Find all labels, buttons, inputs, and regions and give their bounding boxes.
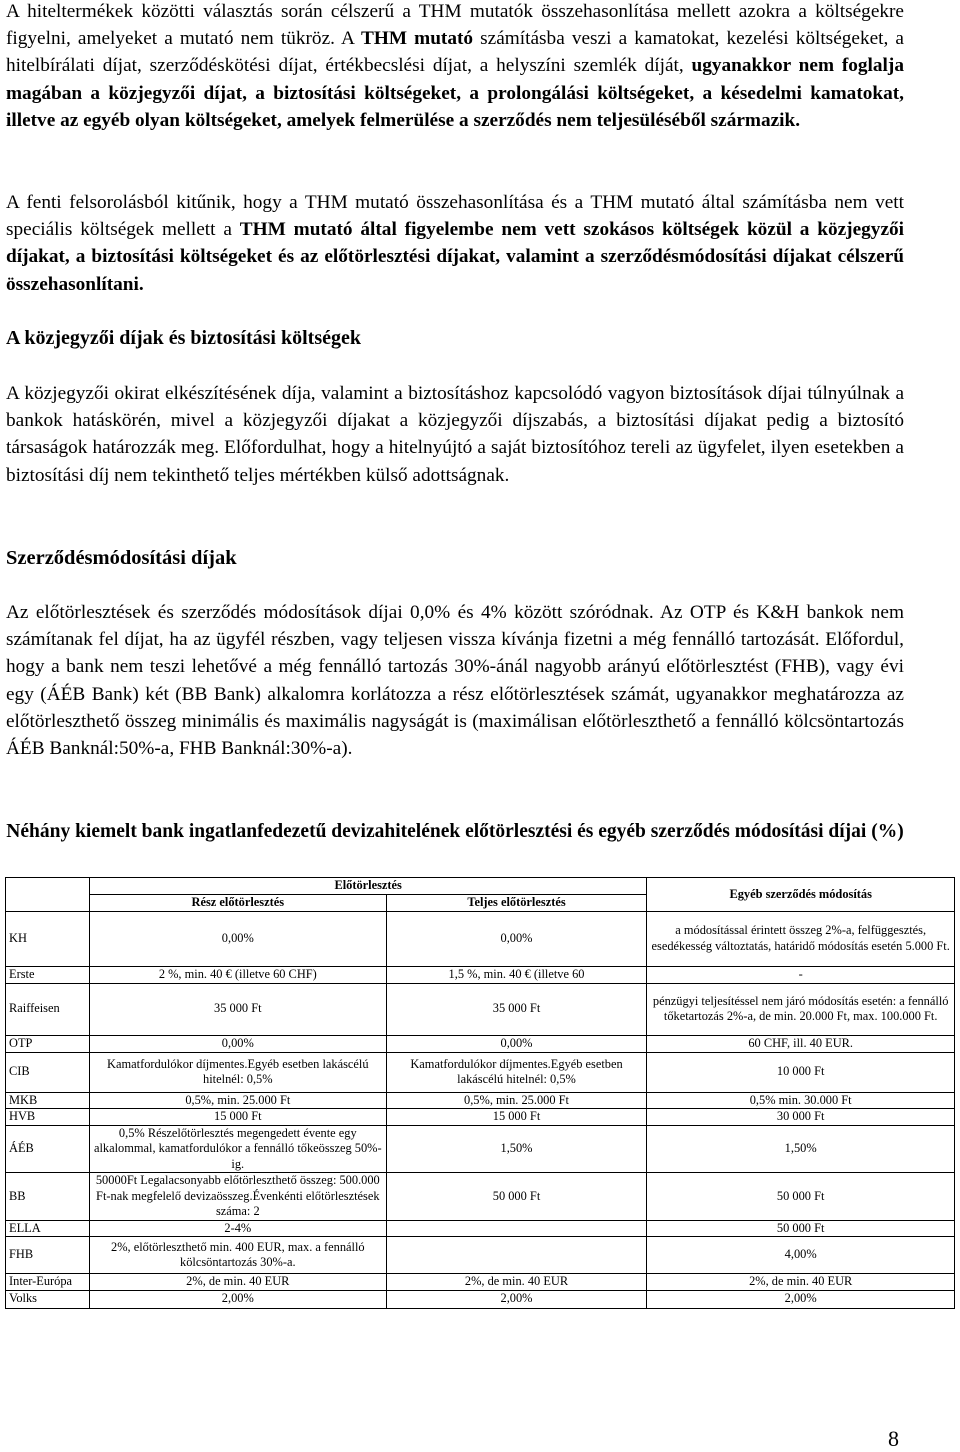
bank-name-cell: Raiffeisen [6,983,90,1035]
header-full-prepayment: Teljes előtörlesztés [386,894,647,911]
p1-bold-2: ugyanakkor nem foglalja magában a közjegyzői díjat, a biztosítási költségeket, a prolongálási költségeket, a késedelmi kamatokat, illetve az egyéb olyan költségeket, amelyek felmerülése a szerződés nem teljesüléséből származik. [6,55,904,131]
other-modification-cell: 10 000 Ft [647,1052,955,1092]
other-modification-cell: 50 000 Ft [647,1173,955,1221]
partial-prepayment-cell: 2,00% [89,1290,386,1308]
other-modification-cell: 2,00% [647,1290,955,1308]
bank-name-cell: KH [6,911,90,966]
heading-contract-modification: Szerződésmódosítási díjak [6,547,237,569]
partial-prepayment-cell: 35 000 Ft [89,983,386,1035]
page-number: 8 [888,1426,899,1451]
p2-text-1: A fenti felsorolásból kitűnik, hogy a THM mutató összehasonlítása és a THM mutató által számításba nem vett speciális költségek mellett a [6,192,904,241]
partial-prepayment-cell: 0,00% [89,911,386,966]
partial-prepayment-cell: 15 000 Ft [89,1109,386,1126]
p1-text-2: számításba veszi a kamatokat, kezelési költségeket, a hitelbírálati díjat, szerződéskötési díjat, értékbecslési díjat, a helyszíni szemlék díját, [6,28,904,77]
paragraph-thm-summary [6,189,904,298]
partial-prepayment-cell: 0,00% [89,1035,386,1052]
bank-name-cell: OTP [6,1035,90,1052]
bank-name-cell: BB [6,1173,90,1221]
table-header-row-1 [6,878,955,895]
partial-prepayment-cell: 2-4% [89,1220,386,1237]
table-row [6,966,955,983]
table-title: Néhány kiemelt bank ingatlanfedezetű devizahitelének előtörlesztési és egyéb szerződés módosítási díjai (%) [6,821,904,842]
header-blank [6,878,90,912]
bank-name-cell: Inter-Európa [6,1274,90,1291]
full-prepayment-cell: 1,50% [386,1125,647,1173]
table-row [6,1109,955,1126]
header-other-modification: Egyéb szerződés módosítás [647,878,955,912]
paragraph-notary-insurance: A közjegyzői okirat elkészítésének díja, valamint a biztosításhoz kapcsolódó vagyon biztosítások díjai túlnyúlnak a bankok hatáskörén, mivel a közjegyzői díjakat a közjegyzői díjszabás, a biztosítási díjakat pedig a biztosító társaságok határozzák meg. Előfordulhat, hogy a hitelnyújtó a saját biztosítóhoz tereli az ügyfelet, ilyen esetekben a biztosítási díj nem tekinthető teljes mértékben külső adottságnak. [6,383,904,486]
partial-prepayment-cell: 50000Ft Legalacsonyabb előtörleszthető összeg: 500.000 Ft-nak megfelelő devizaösszeg.Évenkénti előtörlesztések száma: 2 [89,1173,386,1221]
header-prepayment: Előtörlesztés [89,878,646,895]
other-modification-cell: a módosítással érintett összeg 2%-a, felfüggesztés, esedékesség változtatás, határidő módosítás esetén 5.000 Ft. [647,911,955,966]
other-modification-cell: 2%, de min. 40 EUR [647,1274,955,1291]
table-row [6,1290,955,1308]
bank-name-cell: CIB [6,1052,90,1092]
p2-bold-1: THM mutató által figyelembe nem vett szokásos költségek közül a közjegyzői díjakat, a biztosítási költségeket és az előtörlesztési díjakat, valamint a szerződésmódosítási díjakat célszerű összehasonlítani. [6,219,904,295]
other-modification-cell: pénzügyi teljesítéssel nem járó módosítás esetén: a fennálló tőketartozás 2%-a, de min. 20.000 Ft, max. 100.000 Ft. [647,983,955,1035]
p1-bold-1: THM mutató [360,28,474,50]
header-partial-prepayment: Rész előtörlesztés [89,894,386,911]
partial-prepayment-cell: Kamatfordulókor díjmentes.Egyéb esetben lakáscélú hitelnél: 0,5% [89,1052,386,1092]
heading-notary-insurance: A közjegyzői díjak és biztosítási költségek [6,327,361,349]
full-prepayment-cell: 15 000 Ft [386,1109,647,1126]
table-row [6,911,955,966]
table-row [6,983,955,1035]
full-prepayment-cell: Kamatfordulókor díjmentes.Egyéb esetben lakáscélú hitelnél: 0,5% [386,1052,647,1092]
bank-name-cell: HVB [6,1109,90,1126]
other-modification-cell: 4,00% [647,1237,955,1274]
partial-prepayment-cell: 2%, előtörleszthető min. 400 EUR, max. a fennálló kölcsöntartozás 30%-a. [89,1237,386,1274]
table-row [6,1052,955,1092]
paragraph-contract-modification: Az előtörlesztések és szerződés módosítások díjai 0,0% és 4% között szóródnak. Az OTP és K&H bankok nem számítanak fel díjat, ha az ügyfél részben, vagy teljesen vissza kívánja fizetni a még fennálló tartozását. Előfordul, hogy a bank nem teszi lehetővé a még fennálló tartozás 30%-ánál nagyobb arányú előtörlesztést (FHB), vagy évi egy (ÁÉB Bank) két (BB Bank) alkalomra korlátozza a rész előtörlesztések számát, ugyanakkor meghatározza az előtörleszthető összeg minimális és maximális nagyságát is (maximálisan előtörleszthető a fennálló kölcsöntartozás ÁÉB Banknál:50%-a, FHB Banknál:30%-a). [6,602,904,760]
full-prepayment-cell: 2,00% [386,1290,647,1308]
bank-name-cell: Volks [6,1290,90,1308]
table-row [6,1092,955,1109]
partial-prepayment-cell: 0,5% Részelőtörlesztés megengedett évente egy alkalommal, kamatfordulókor a fennálló tőkeösszeg 50%-ig. [89,1125,386,1173]
fees-table [5,877,955,1309]
other-modification-cell: 30 000 Ft [647,1109,955,1126]
full-prepayment-cell: 1,5 %, min. 40 € (illetve 60 [386,966,647,983]
other-modification-cell: 60 CHF, ill. 40 EUR. [647,1035,955,1052]
bank-name-cell: Erste [6,966,90,983]
table-row [6,1237,955,1274]
full-prepayment-cell: 0,00% [386,911,647,966]
bank-name-cell: MKB [6,1092,90,1109]
full-prepayment-cell: 2%, de min. 40 EUR [386,1274,647,1291]
full-prepayment-cell: 0,00% [386,1035,647,1052]
partial-prepayment-cell: 0,5%, min. 25.000 Ft [89,1092,386,1109]
partial-prepayment-cell: 2%, de min. 40 EUR [89,1274,386,1291]
table-row [6,1274,955,1291]
bank-name-cell: ÁÉB [6,1125,90,1173]
other-modification-cell: 0,5% min. 30.000 Ft [647,1092,955,1109]
full-prepayment-cell [386,1237,647,1274]
bank-name-cell: ELLA [6,1220,90,1237]
partial-prepayment-cell: 2 %, min. 40 € (illetve 60 CHF) [89,966,386,983]
full-prepayment-cell: 50 000 Ft [386,1173,647,1221]
other-modification-cell: 50 000 Ft [647,1220,955,1237]
table-row [6,1035,955,1052]
other-modification-cell: - [647,966,955,983]
full-prepayment-cell [386,1220,647,1237]
p1-text-1: A hiteltermékek közötti választás során célszerű a THM mutatók összehasonlítása mellett azokra a költségekre figyelni, amelyeket a mutató nem tükröz. A [6,1,904,50]
paragraph-thm-intro [6,0,904,134]
table-row [6,1220,955,1237]
table-row [6,1173,955,1221]
full-prepayment-cell: 35 000 Ft [386,983,647,1035]
full-prepayment-cell: 0,5%, min. 25.000 Ft [386,1092,647,1109]
bank-name-cell: FHB [6,1237,90,1274]
other-modification-cell: 1,50% [647,1125,955,1173]
table-row [6,1125,955,1173]
